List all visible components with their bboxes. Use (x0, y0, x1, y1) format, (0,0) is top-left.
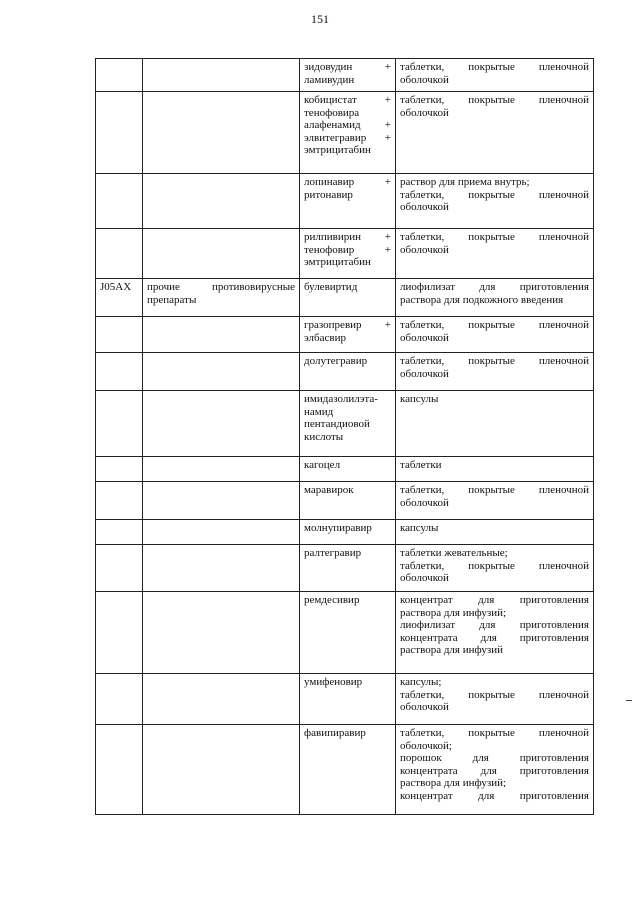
drug-name-cell (300, 279, 396, 317)
dosage-form-text: оболочкой (400, 496, 449, 509)
drug-name-cell (300, 674, 396, 725)
group-cell (143, 592, 300, 674)
drug-name-line (304, 231, 391, 244)
drug-name-line (304, 244, 391, 257)
group-text: препараты (147, 293, 197, 306)
plus-sign (387, 256, 391, 269)
table-row (96, 592, 594, 674)
atc-code-cell (96, 353, 143, 391)
dosage-form-text: оболочкой (400, 243, 449, 256)
table-row (96, 520, 594, 545)
atc-code-cell (96, 457, 143, 482)
atc-code-cell (96, 482, 143, 520)
plus-sign (387, 727, 391, 740)
drug-name-text: маравирок (304, 484, 354, 496)
drug-name-cell (300, 592, 396, 674)
drug-name-line (304, 676, 391, 689)
plus-sign: + (384, 231, 391, 243)
drug-name-text: элвитегравир (304, 131, 367, 144)
plus-sign (387, 144, 391, 157)
drug-name-text: кагоцел (304, 459, 341, 471)
drug-name-line (304, 94, 391, 107)
plus-sign: + (384, 243, 391, 256)
drug-name-line (304, 132, 391, 145)
drug-name-line (304, 418, 391, 431)
dosage-form-text: таблетки, покрытые пленочной (400, 61, 589, 73)
table-row (96, 174, 594, 229)
drug-name-line (304, 319, 391, 332)
plus-sign: + (384, 319, 391, 331)
dosage-form-text: таблетки, покрытые пленочной (400, 319, 589, 331)
plus-sign (387, 332, 391, 345)
dosage-form-cell (396, 674, 594, 725)
drug-name-text: ремдесивир (304, 594, 360, 606)
drug-name-text: лопинавир (304, 176, 355, 188)
dosage-form-cell (396, 520, 594, 545)
drug-name-text: гразопревир (304, 319, 362, 331)
drug-name-line (304, 189, 391, 202)
drug-table-body (96, 59, 594, 815)
drug-name-text: тенофовира (304, 106, 360, 119)
drug-name-cell (300, 353, 396, 391)
dosage-form-text: раствора для инфузий; (400, 777, 507, 789)
dosage-form-text: оболочкой (400, 367, 449, 380)
drug-name-line (304, 393, 391, 406)
dosage-form-text: концентрата для приготовления (400, 631, 589, 644)
table-row (96, 457, 594, 482)
plus-sign (387, 431, 391, 444)
atc-code-cell: J05AX (96, 279, 143, 317)
drug-name-text: булевиртид (304, 281, 358, 293)
dosage-form-text: раствор для приема внутрь; (400, 176, 530, 188)
drug-name-text: тенофовир (304, 243, 355, 256)
plus-sign (387, 189, 391, 202)
drug-name-text: зидовудин (304, 61, 353, 73)
plus-sign: + (384, 131, 391, 144)
drug-name-line (304, 119, 391, 132)
table-row (96, 725, 594, 815)
drug-name-cell (300, 229, 396, 279)
drug-name-line (304, 107, 391, 120)
drug-name-line (304, 547, 391, 560)
dosage-form-cell (396, 229, 594, 279)
dosage-form-text: капсулы; (400, 676, 442, 688)
dosage-form-text: оболочкой (400, 701, 449, 713)
drug-name-text: эмтрицитабин (304, 144, 371, 156)
table-row (96, 317, 594, 353)
dosage-form-cell (396, 457, 594, 482)
plus-sign (387, 547, 391, 560)
drug-table (95, 58, 594, 815)
drug-name-line (304, 74, 391, 87)
drug-name-text: намид (304, 405, 334, 418)
dosage-form-text: оболочкой (400, 106, 449, 119)
group-cell (143, 229, 300, 279)
dosage-form-cell (396, 279, 594, 317)
drug-name-cell (300, 457, 396, 482)
group-cell (143, 482, 300, 520)
plus-sign: + (384, 61, 391, 73)
drug-name-line (304, 176, 391, 189)
drug-name-cell (300, 545, 396, 592)
drug-name-line (304, 459, 391, 472)
dosage-form-text: концентрат для приготовления (400, 789, 589, 802)
drug-name-line (304, 256, 391, 269)
dosage-form-text: таблетки (400, 459, 442, 471)
dosage-form-text: таблетки, покрытые пленочной (400, 231, 589, 243)
drug-name-cell (300, 520, 396, 545)
group-cell (143, 391, 300, 457)
group-cell (143, 457, 300, 482)
table-row (96, 92, 594, 174)
atc-code-cell (96, 674, 143, 725)
dosage-form-text: таблетки, покрытые пленочной (400, 559, 589, 572)
dosage-form-text: лиофилизат для приготовления (400, 619, 589, 631)
dosage-form-text: таблетки жевательные; (400, 547, 508, 559)
dosage-form-text: концентрат для приготовления (400, 594, 589, 606)
dosage-form-text: оболочкой (400, 73, 449, 86)
drug-name-line (304, 431, 391, 444)
drug-name-text: пентандиовой (304, 418, 370, 430)
dosage-form-cell (396, 592, 594, 674)
plus-sign (387, 484, 391, 497)
table-row (96, 482, 594, 520)
dosage-form-text: концентрата для приготовления (400, 764, 589, 777)
dosage-form-text: порошок для приготовления (400, 752, 589, 764)
drug-name-cell (300, 317, 396, 353)
table-row (96, 353, 594, 391)
plus-sign (387, 406, 391, 419)
dosage-form-cell (396, 353, 594, 391)
drug-name-line (304, 406, 391, 419)
dosage-form-text: оболочкой (400, 201, 449, 213)
drug-name-line (304, 522, 391, 535)
atc-code-cell (96, 520, 143, 545)
drug-name-cell (300, 725, 396, 815)
dosage-form-cell (396, 545, 594, 592)
table-row (96, 229, 594, 279)
dosage-form-text: таблетки, покрытые пленочной (400, 484, 589, 496)
drug-name-text: молнупиравир (304, 522, 372, 534)
drug-name-text: ритонавир (304, 188, 353, 201)
drug-name-text: кислоты (304, 430, 344, 443)
dosage-form-text: оболочкой; (400, 739, 452, 752)
group-text: прочие противовирусные (147, 281, 295, 293)
dosage-form-cell (396, 59, 594, 92)
atc-code-cell (96, 725, 143, 815)
drug-name-line (304, 144, 391, 157)
table-row (96, 279, 594, 317)
group-cell (143, 59, 300, 92)
dosage-form-text: таблетки, покрытые пленочной (400, 355, 589, 367)
drug-name-cell (300, 92, 396, 174)
drug-name-cell (300, 59, 396, 92)
table-row (96, 674, 594, 725)
dosage-form-cell (396, 482, 594, 520)
plus-sign: + (384, 94, 391, 106)
drug-name-text: ралтегравир (304, 547, 362, 559)
page-number: 151 (311, 12, 329, 26)
dosage-form-text: капсулы (400, 522, 439, 534)
table-row (96, 545, 594, 592)
drug-name-line (304, 332, 391, 345)
drug-name-line (304, 61, 391, 74)
table-row (96, 391, 594, 457)
table-row (96, 59, 594, 92)
dosage-form-text: оболочкой (400, 331, 449, 344)
atc-code-cell (96, 317, 143, 353)
dosage-form-text: раствора для подкожного введения (400, 293, 564, 306)
drug-name-line (304, 727, 391, 740)
drug-name-text: долутегравир (304, 355, 368, 367)
drug-name-line (304, 281, 391, 294)
group-cell (143, 317, 300, 353)
drug-name-line (304, 594, 391, 607)
group-cell (143, 545, 300, 592)
plus-sign: + (384, 119, 391, 131)
drug-name-text: ламивудин (304, 73, 355, 86)
atc-code-cell (96, 92, 143, 174)
atc-code-cell (96, 391, 143, 457)
group-cell (143, 520, 300, 545)
group-cell (143, 353, 300, 391)
drug-name-text: кобицистат (304, 94, 357, 106)
drug-name-line (304, 484, 391, 497)
dosage-form-text: раствора для инфузий (400, 644, 503, 656)
dosage-form-cell (396, 725, 594, 815)
dosage-form-text: раствора для инфузий; (400, 606, 507, 619)
dosage-form-cell (396, 317, 594, 353)
drug-name-text: умифеновир (304, 676, 363, 688)
plus-sign (387, 522, 391, 535)
atc-code-cell (96, 174, 143, 229)
drug-name-cell (300, 174, 396, 229)
drug-name-text: эмтрицитабин (304, 256, 371, 268)
plus-sign (387, 393, 391, 406)
drug-name-cell (300, 391, 396, 457)
dosage-form-text: таблетки, покрытые пленочной (400, 688, 589, 701)
plus-sign (387, 355, 391, 368)
plus-sign (387, 107, 391, 120)
dosage-form-text: лиофилизат для приготовления (400, 281, 589, 293)
dosage-form-text: таблетки, покрытые пленочной (400, 94, 589, 106)
group-cell (143, 92, 300, 174)
dosage-form-text: таблетки, покрытые пленочной (400, 727, 589, 739)
atc-code-cell (96, 229, 143, 279)
plus-sign (387, 459, 391, 472)
atc-code-cell (96, 59, 143, 92)
dosage-form-cell (396, 174, 594, 229)
atc-code-cell (96, 545, 143, 592)
group-cell (143, 674, 300, 725)
drug-name-text: элбасвир (304, 331, 346, 344)
dosage-form-cell (396, 391, 594, 457)
drug-name-cell (300, 482, 396, 520)
margin-mark (626, 700, 632, 701)
drug-name-text: алафенамид (304, 119, 361, 131)
group-cell (143, 725, 300, 815)
plus-sign (387, 74, 391, 87)
drug-name-text: имидазолилэта- (304, 393, 378, 405)
group-cell (143, 279, 300, 317)
dosage-form-cell (396, 92, 594, 174)
drug-name-text: фавипиравир (304, 727, 366, 739)
plus-sign (387, 594, 391, 607)
drug-name-text: рилпивирин (304, 231, 362, 243)
dosage-form-text: оболочкой (400, 572, 449, 584)
drug-name-line (304, 355, 391, 368)
atc-code-cell (96, 592, 143, 674)
plus-sign (387, 418, 391, 431)
plus-sign (387, 281, 391, 294)
dosage-form-text: капсулы (400, 393, 439, 405)
plus-sign (387, 676, 391, 689)
plus-sign: + (384, 176, 391, 188)
group-cell (143, 174, 300, 229)
dosage-form-text: таблетки, покрытые пленочной (400, 188, 589, 201)
